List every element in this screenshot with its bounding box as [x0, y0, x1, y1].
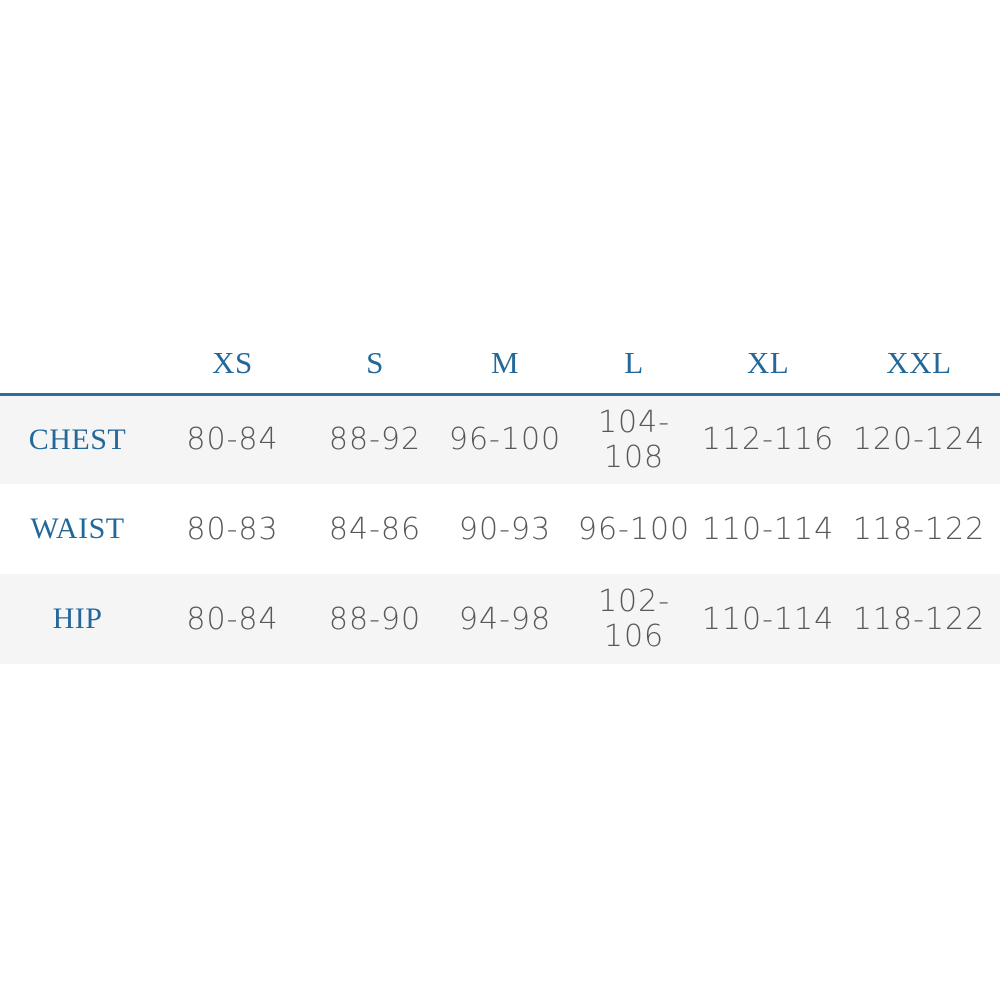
table-row-waist [0, 484, 1000, 574]
size-value-cell: 84-86 [328, 511, 422, 547]
size-value-cell: 88-92 [328, 422, 422, 458]
size-value-cell: 80-84 [186, 422, 279, 458]
size-value-cell: 110-114 [701, 601, 835, 637]
size-chart-body [0, 394, 1000, 664]
size-value-cell: 96-100 [577, 511, 691, 547]
size-chart-header [0, 333, 1000, 394]
size-chart [0, 333, 1000, 664]
size-column-header-s: S [366, 344, 384, 380]
size-value-cell: 94-98 [458, 601, 552, 637]
measurement-row-label-waist: WAIST [30, 512, 125, 545]
measurement-row-label-hip: HIP [52, 602, 103, 635]
size-value-cell: 80-84 [186, 601, 279, 637]
size-value-cell: 80-83 [186, 511, 279, 547]
size-column-header-xxl: XXL [886, 344, 952, 380]
size-value-cell: 118-122 [852, 511, 986, 547]
measurement-row-label-chest: CHEST [28, 422, 127, 456]
size-value-cell: 102-106 [597, 584, 671, 654]
size-value-cell: 104-108 [597, 404, 671, 475]
header-corner-cell [0, 333, 155, 394]
size-value-cell: 110-114 [701, 511, 835, 547]
header-row [0, 333, 1000, 394]
size-value-cell: 88-90 [328, 601, 422, 637]
size-column-header-xl: XL [746, 344, 790, 380]
size-column-header-l: L [624, 344, 644, 380]
table-row-hip [0, 574, 1000, 664]
size-value-cell: 112-116 [701, 422, 835, 458]
size-value-cell: 90-93 [458, 511, 552, 547]
size-column-header-m: M [490, 344, 520, 380]
size-chart-table [0, 333, 1000, 664]
size-value-cell: 120-124 [852, 422, 986, 458]
size-column-header-xs: XS [212, 344, 253, 380]
size-value-cell: 96-100 [448, 422, 562, 458]
table-row-chest [0, 394, 1000, 484]
size-value-cell: 118-122 [852, 601, 986, 637]
